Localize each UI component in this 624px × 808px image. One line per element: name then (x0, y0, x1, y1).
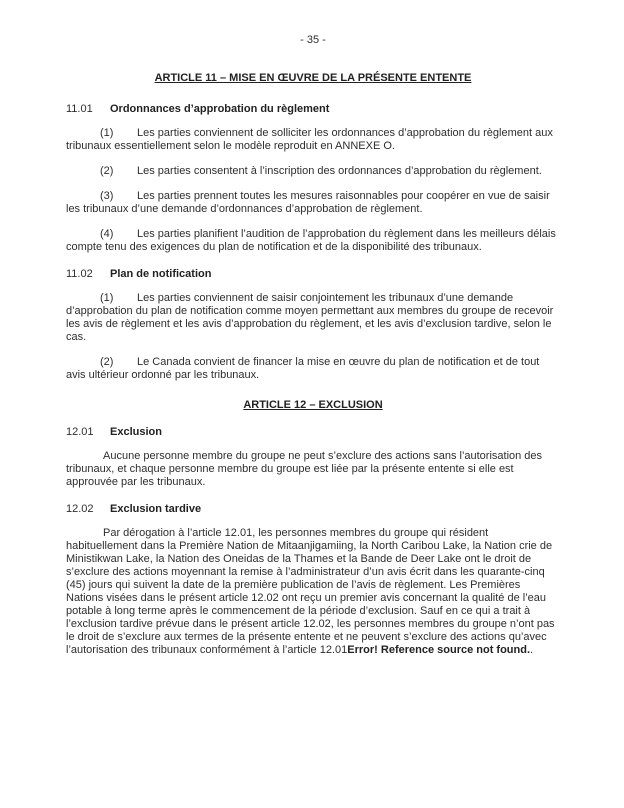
paragraph-11-01-4 (66, 228, 560, 254)
paragraph-11-02-1-text: Les parties conviennent de saisir conjointement les tribunaux d’une demande d’approbation du plan de notification comme moyen permettant aux membres du groupe de recevoir les avis de règlement et les avis d’approbation du règlement, et les avis d’exclusion tardive, selon le cas. (66, 292, 554, 343)
article-12-heading-text: ARTICLE 12 – EXCLUSION (243, 399, 383, 411)
clause-11-01-title-text: Ordonnances d’approbation du règlement (110, 103, 330, 115)
clause-12-02-title-text: Exclusion tardive (110, 503, 202, 515)
page-number: - 35 - (300, 34, 326, 46)
article-11-heading-text: ARTICLE 11 – MISE EN ŒUVRE DE LA PRÉSENTE ENTENTE (154, 72, 472, 84)
paragraph-11-02-1-number: (1) (100, 292, 114, 304)
paragraph-12-02-end: . (530, 644, 534, 656)
paragraph-12-01: Aucune personne membre du groupe ne peut s’exclure des actions sans l’autorisation des tribunaux, et chaque personne membre du groupe est liée par la présente entente si elle est approuvée par les tribunaux. (66, 450, 543, 488)
paragraph-11-01-1 (66, 127, 560, 153)
article-12-heading (66, 399, 560, 412)
paragraph-11-01-1-text: Les parties conviennent de solliciter les ordonnances d’approbation du règlement aux tribunaux essentiellement selon le modèle reproduit en ANNEXE O. (66, 127, 553, 152)
clause-11-02-title-text: Plan de notification (110, 268, 212, 280)
clause-12-02-number: 12.02 (66, 503, 94, 515)
paragraph-11-01-2-number: (2) (100, 165, 114, 177)
clause-11-02-number: 11.02 (66, 268, 93, 280)
paragraph-12-02-text: Par dérogation à l’article 12.01, les personnes membres du groupe qui résident habituellement dans la Première Nation de Mitaanjigamiing, la North Caribou Lake, la Nation crie de Ministikwan Lake, la Nation des Oneidas de la Thames et la Bande de Deer Lake ont le droit de s’exclure des actions moyennant la remise à l’administrateur d’un avis écrit dans les quarante-cinq (45) jours qui suivent la date de la première publication de l’avis de règlement. Les Premières Nations visées dans le présent article 12.02 ont reçu un premier avis concernant la qualité de l’eau potable à long terme après le commencement de la période d’exclusion. Sauf en ce qui a trait à l’exclusion tardive prévue dans le présent article 12.02, les personnes membres du groupe n’ont pas le droit de s’exclure aux termes de la présente entente et ne peuvent s’exclure des actions qu’avec l’autorisation des tribunaux conformément à l’article 12.01 (66, 527, 555, 656)
paragraph-11-01-3 (66, 190, 560, 216)
paragraph-11-02-2-text: Le Canada convient de financer la mise en œuvre du plan de notification et de tout avis ultérieur ordonné par les tribunaux. (66, 356, 540, 381)
article-11-heading (66, 72, 560, 85)
paragraph-11-02-1 (66, 292, 560, 344)
paragraph-11-01-3-text: Les parties prennent toutes les mesures raisonnables pour coopérer en vue de saisir les tribunaux d’une demande d’ordonnances d’approbation de règlement. (66, 190, 550, 215)
paragraph-11-01-3-number: (3) (100, 190, 114, 202)
clause-11-01-number: 11.01 (66, 103, 93, 115)
clause-11-01-title (66, 103, 560, 116)
paragraph-11-01-2 (66, 165, 560, 178)
clause-12-02-title (66, 503, 560, 516)
paragraph-11-02-2 (66, 356, 560, 382)
paragraph-11-01-4-text: Les parties planifient l’audition de l’approbation du règlement dans les meilleurs délais compte tenu des exigences du plan de notification et de la disponibilité des tribunaux. (66, 228, 556, 253)
reference-error-text: Error! Reference source not found. (347, 644, 531, 656)
paragraph-11-01-4-number: (4) (100, 228, 114, 240)
clause-12-01-title-text: Exclusion (110, 426, 162, 438)
paragraph-11-02-2-number: (2) (100, 356, 114, 368)
clause-12-01-title (66, 426, 560, 439)
clause-11-02-title (66, 268, 560, 281)
clause-12-01-number: 12.01 (66, 426, 94, 438)
paragraph-11-01-2-text: Les parties consentent à l’inscription des ordonnances d’approbation du règlement. (137, 165, 542, 177)
paragraph-12-02 (66, 527, 560, 657)
paragraph-11-01-1-number: (1) (100, 127, 114, 139)
